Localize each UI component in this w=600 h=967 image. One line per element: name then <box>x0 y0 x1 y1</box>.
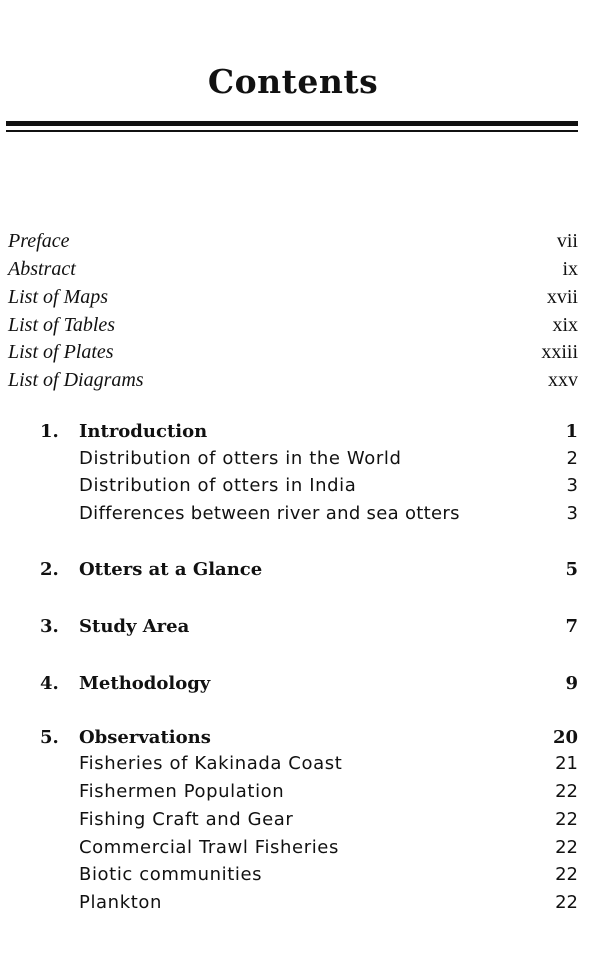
section-page: 22 <box>555 781 578 802</box>
chapter-page: 9 <box>565 673 578 694</box>
front-matter-row[interactable] <box>8 258 578 286</box>
section-row[interactable] <box>79 892 578 920</box>
chapter-title: Observations <box>79 727 211 748</box>
section-page: 2 <box>566 448 578 469</box>
section-row[interactable] <box>79 753 578 781</box>
section-row[interactable] <box>79 809 578 837</box>
section-page: 22 <box>555 837 578 858</box>
title-rule-thin <box>6 130 578 132</box>
front-matter-page: ix <box>562 258 578 280</box>
section-title: Fisheries of Kakinada Coast <box>79 753 343 774</box>
front-matter-page: vii <box>556 230 578 252</box>
chapter-number: 4. <box>40 673 59 694</box>
chapter-page: 5 <box>565 559 578 580</box>
front-matter-label: List of Maps <box>8 286 109 308</box>
section-title: Plankton <box>79 892 162 913</box>
chapter-title: Introduction <box>79 421 208 442</box>
section-row[interactable] <box>79 864 578 892</box>
chapter-page: 7 <box>565 616 578 637</box>
section-row[interactable] <box>79 503 578 531</box>
front-matter-page: xxv <box>548 369 578 391</box>
front-matter-row[interactable] <box>8 286 578 314</box>
front-matter-page: xxiii <box>541 341 578 363</box>
chapter-page: 1 <box>565 421 578 442</box>
section-title: Distribution of otters in India <box>79 475 357 496</box>
chapter-title: Otters at a Glance <box>79 559 263 580</box>
chapter-number: 1. <box>40 421 59 442</box>
chapter-row[interactable] <box>40 616 578 644</box>
chapter-title: Methodology <box>79 673 211 694</box>
front-matter-label: List of Diagrams <box>8 369 144 391</box>
chapter-row[interactable] <box>40 421 578 449</box>
page-title: Contents <box>207 62 379 101</box>
section-page: 22 <box>555 864 578 885</box>
section-page: 3 <box>566 475 578 496</box>
section-page: 22 <box>555 809 578 830</box>
front-matter-row[interactable] <box>8 341 578 369</box>
chapter-row[interactable] <box>40 727 578 755</box>
chapter-row[interactable] <box>40 559 578 587</box>
section-page: 21 <box>555 753 578 774</box>
chapter-number: 3. <box>40 616 59 637</box>
front-matter-label: List of Plates <box>8 341 114 363</box>
chapter-row[interactable] <box>40 673 578 701</box>
section-title: Commercial Trawl Fisheries <box>79 837 339 858</box>
section-title: Fishermen Population <box>79 781 285 802</box>
front-matter-label: Abstract <box>8 258 76 280</box>
section-page: 3 <box>566 503 578 524</box>
section-row[interactable] <box>79 781 578 809</box>
section-title: Differences between river and sea otters <box>79 503 460 524</box>
front-matter-row[interactable] <box>8 230 578 258</box>
chapter-number: 5. <box>40 727 59 748</box>
chapter-number: 2. <box>40 559 59 580</box>
front-matter-row[interactable] <box>8 314 578 342</box>
section-row[interactable] <box>79 837 578 865</box>
chapter-page: 20 <box>552 727 578 748</box>
section-title: Distribution of otters in the World <box>79 448 402 469</box>
front-matter-row[interactable] <box>8 369 578 397</box>
front-matter-page: xix <box>552 314 578 336</box>
chapter-title: Study Area <box>79 616 190 637</box>
section-row[interactable] <box>79 448 578 476</box>
section-title: Fishing Craft and Gear <box>79 809 294 830</box>
front-matter-page: xvii <box>546 286 578 308</box>
section-row[interactable] <box>79 475 578 503</box>
title-rule-thick <box>6 121 578 126</box>
front-matter-label: List of Tables <box>8 314 116 336</box>
section-page: 22 <box>555 892 578 913</box>
section-title: Biotic communities <box>79 864 263 885</box>
front-matter-label: Preface <box>8 230 70 252</box>
